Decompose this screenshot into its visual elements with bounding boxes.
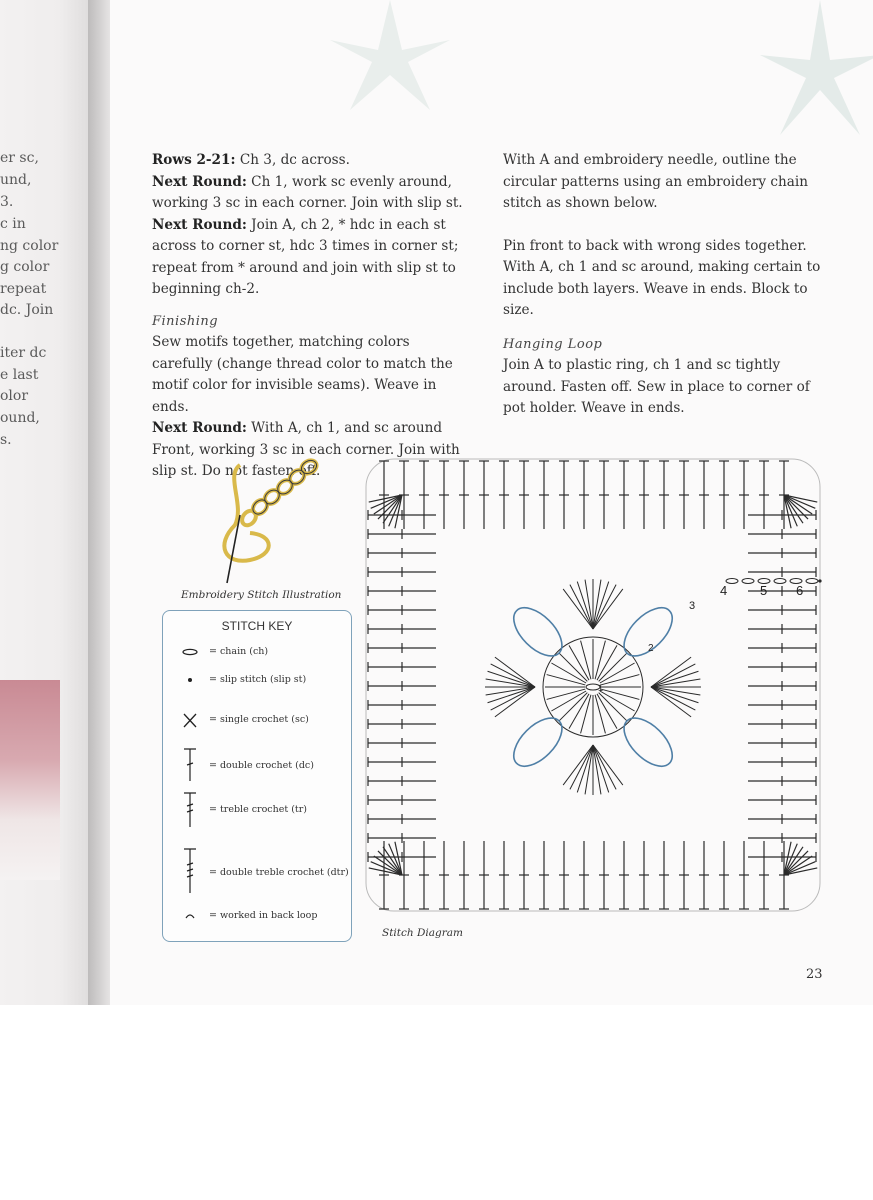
left-page-text-fragment: 3. xyxy=(0,194,14,210)
petal-fan-stitch xyxy=(593,745,609,792)
hanging-loop-paragraph: Join A to plastic ring, ch 1 and sc tightly around. Fasten off. Sew in place to corner of pot holder. Weave in ends. xyxy=(503,357,810,416)
finishing-paragraph: Sew motifs together, matching colors carefully (change thread color to match the motif color for invisible seams). Weave in ends. xyxy=(152,334,453,415)
next-round-paragraph xyxy=(152,172,472,215)
petal-fan-stitch xyxy=(488,671,535,687)
next-round-paragraph xyxy=(152,215,472,301)
petal-fan-stitch xyxy=(488,687,535,703)
left-page-text-fragment: ound, xyxy=(0,410,40,426)
petal-fan-stitch xyxy=(651,671,698,687)
stitch-key-label: = treble crochet (tr) xyxy=(209,804,307,815)
petal-fan-stitch xyxy=(495,657,535,687)
crochet-stitch-diagram xyxy=(362,455,824,915)
slip-stitch-symbol-icon xyxy=(177,667,203,707)
center-round-stitch xyxy=(559,693,587,721)
embroidery-caption: Embroidery Stitch Illustration xyxy=(181,589,342,601)
petal-fan-stitch xyxy=(577,582,593,629)
round-number-label: 1 xyxy=(598,683,604,693)
left-page-text-fragment: c in xyxy=(0,216,26,232)
petal-fan-stitch xyxy=(563,745,593,785)
petal-fan-stitch xyxy=(495,687,535,717)
round-number-label: 4 xyxy=(720,583,728,598)
left-page-text-fragment: und, xyxy=(0,172,32,188)
center-round-stitch xyxy=(559,653,587,681)
next-round-label: Next Round: xyxy=(152,216,247,233)
petal-fan-stitch xyxy=(651,687,698,703)
left-page-text-fragment: ng color xyxy=(0,238,59,254)
left-page-text-fragment: g color xyxy=(0,259,50,275)
hanging-loop-heading: Hanging Loop xyxy=(503,336,603,352)
stitch-key-label: = worked in back loop xyxy=(209,910,318,921)
left-page-text-fragment: er sc, xyxy=(0,150,39,166)
diagram-outline xyxy=(366,459,820,911)
left-page-text-fragment: repeat xyxy=(0,281,47,297)
double-treble-crochet-symbol-icon xyxy=(177,845,203,895)
left-page-text-fragment: e last xyxy=(0,367,39,383)
next-round-label: Next Round: xyxy=(152,420,247,436)
round-number-label: 3 xyxy=(689,600,696,612)
previous-page-edge xyxy=(0,0,100,1010)
round-number-label: 5 xyxy=(760,583,768,598)
left-page-text-fragment: olor xyxy=(0,388,29,404)
next-round-label: Next Round: xyxy=(152,173,247,190)
petal-fan-stitch xyxy=(593,589,623,629)
petal-fan-stitch xyxy=(651,657,691,687)
next-round-text: Ch 1, work sc evenly around, working 3 sc in each corner. Join with slip st. xyxy=(152,173,463,211)
scan-background xyxy=(0,1005,873,1200)
petal-fan-stitch xyxy=(577,745,593,792)
stitch-key-label: = double treble crochet (dtr) xyxy=(209,867,349,878)
stitch-key-label: = chain (ch) xyxy=(209,646,269,657)
back-loop-symbol-icon xyxy=(177,907,203,947)
stitch-key-box xyxy=(162,610,352,942)
stitch-key-label: = slip stitch (slip st) xyxy=(209,674,307,685)
rows-text: Ch 3, dc across. xyxy=(235,152,350,168)
hanging-loop-chain xyxy=(726,579,738,584)
instructions-right-column xyxy=(503,150,823,420)
petal-fan-stitch xyxy=(593,582,609,629)
center-round-stitch xyxy=(599,693,627,721)
left-page-text-fragment: s. xyxy=(0,432,12,448)
hanging-loop-chain xyxy=(742,579,754,584)
corner-fan-stitch xyxy=(784,851,808,875)
page-number: 23 xyxy=(806,967,823,982)
double-crochet-symbol-icon xyxy=(177,745,203,785)
single-crochet-symbol-icon xyxy=(177,707,203,747)
corner-fan-stitch xyxy=(378,851,402,875)
next-round-text: With A, ch 1, and sc around Front, working 3 sc in each corner. Join with slip st. Do not fasten off. xyxy=(152,420,460,479)
embroidery-paragraph: With A and embroidery needle, outline the circular patterns using an embroidery chain stitch as shown below. xyxy=(503,152,808,211)
stitch-key-label: = double crochet (dc) xyxy=(209,760,314,771)
petal-fan-stitch xyxy=(563,589,593,629)
petal-fan-stitch xyxy=(593,745,623,785)
hanging-loop-chain xyxy=(774,579,786,584)
left-page-text-fragment: iter dc xyxy=(0,345,47,361)
stitch-diagram-caption: Stitch Diagram xyxy=(382,927,463,939)
decorative-star-ornament-left xyxy=(290,0,490,130)
decorative-star-ornament-right xyxy=(710,0,873,140)
rows-label: Rows 2-21: xyxy=(152,152,236,168)
left-page-text-fragment: dc. Join xyxy=(0,302,54,318)
slip-stitch-mark xyxy=(818,579,821,582)
instructions-left-column xyxy=(152,150,472,483)
hanging-loop-chain xyxy=(806,579,818,584)
stitch-key-label: = single crochet (sc) xyxy=(209,714,309,725)
petal-fan-stitch xyxy=(651,687,691,717)
center-round-stitch xyxy=(599,653,627,681)
stitch-key-title: STITCH KEY xyxy=(221,619,293,633)
finishing-heading: Finishing xyxy=(152,313,219,329)
round-number-label: 2 xyxy=(648,643,654,654)
potholder-photo-fragment xyxy=(0,680,60,880)
next-round-text: Join A, ch 2, * hdc in each st across to corner st, hdc 3 times in corner st; repeat from * around and join with slip st to beginning ch-2. xyxy=(152,216,459,297)
rows-paragraph xyxy=(152,150,472,172)
embroidery-chain-stitch-illustration xyxy=(205,455,335,585)
round-number-label: 6 xyxy=(796,583,804,598)
assembly-paragraph: Pin front to back with wrong sides together. With A, ch 1 and sc around, making certain to include both layers. Weave in ends. Block to size. xyxy=(503,237,821,318)
treble-crochet-symbol-icon xyxy=(177,789,203,829)
